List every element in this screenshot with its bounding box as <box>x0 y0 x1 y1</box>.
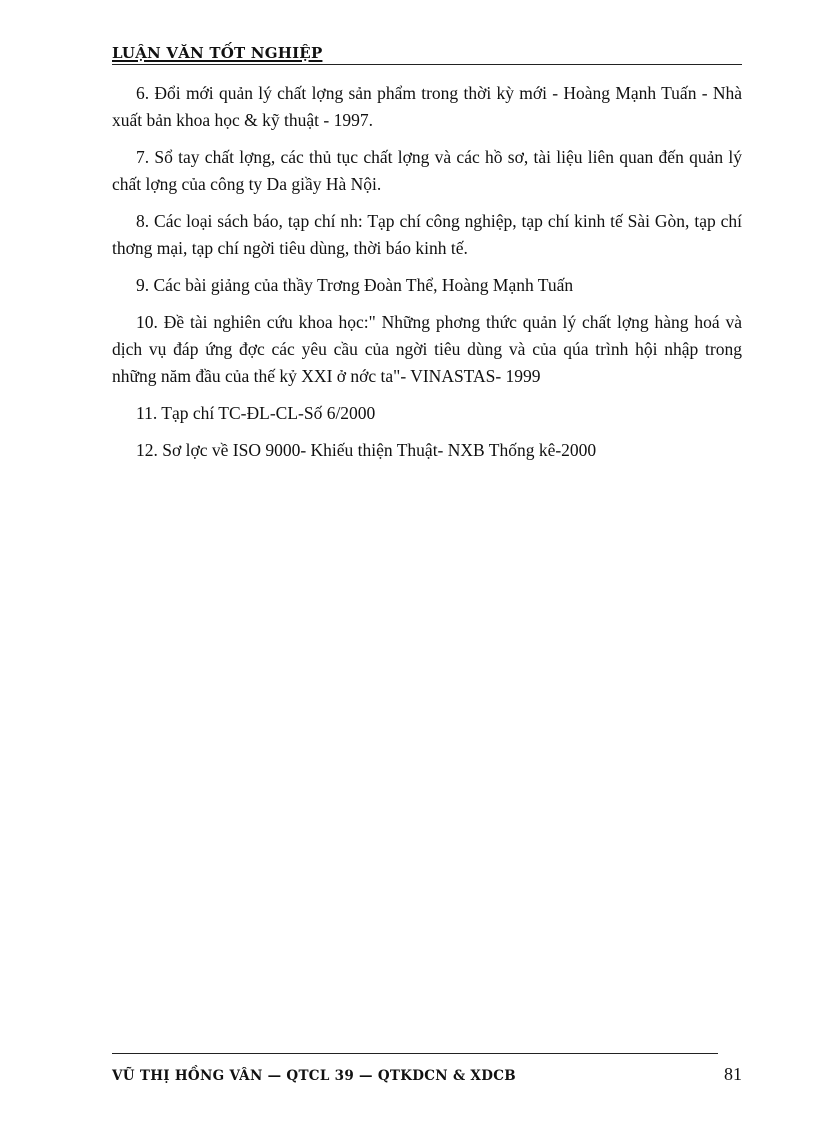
reference-item-8: 8. Các loại sách báo, tạp chí nh: Tạp chí công nghiệp, tạp chí kinh tế Sài Gòn, tạp chí thơng mại, tạp chí ngời tiêu dùng, thời báo kinh tế. <box>112 211 742 258</box>
footer-divider <box>112 1053 718 1054</box>
page-header <box>112 44 742 65</box>
reference-item-12: 12. Sơ lợc về ISO 9000- Khiếu thiện Thuật- NXB Thống kê-2000 <box>136 440 597 460</box>
reference-item-10: 10. Đề tài nghiên cứu khoa học:" Những phơng thức quản lý chất lợng hàng hoá và dịch vụ đáp ứng đợc các yêu cầu của ngời tiêu dùng và của qúa trình hội nhập trong những năm đầu của thế kỷ XXI ở nớc ta"- VINASTAS- 1999 <box>112 312 742 386</box>
footer-author-line: VŨ THỊ HỒNG VÂN — QTCL 39 — QTKDCN & XDCB <box>112 1068 516 1084</box>
reference-list <box>112 80 742 474</box>
header-title: LUẬN VĂN TỐT NGHIỆP <box>112 44 323 62</box>
reference-item-11: 11. Tạp chí TC-ĐL-CL-Số 6/2000 <box>136 403 376 423</box>
reference-item-6: 6. Đổi mới quản lý chất lợng sản phẩm trong thời kỳ mới - Hoàng Mạnh Tuấn - Nhà xuất bản khoa học & kỹ thuật - 1997. <box>112 83 742 130</box>
reference-item-7: 7. Sổ tay chất lợng, các thủ tục chất lợng và các hồ sơ, tài liệu liên quan đến quản lý chất lợng của công ty Da giầy Hà Nội. <box>112 147 742 194</box>
page-number: 81 <box>724 1064 742 1084</box>
reference-item-9: 9. Các bài giảng của thầy Trơng Đoàn Thể, Hoàng Mạnh Tuấn <box>136 275 574 295</box>
